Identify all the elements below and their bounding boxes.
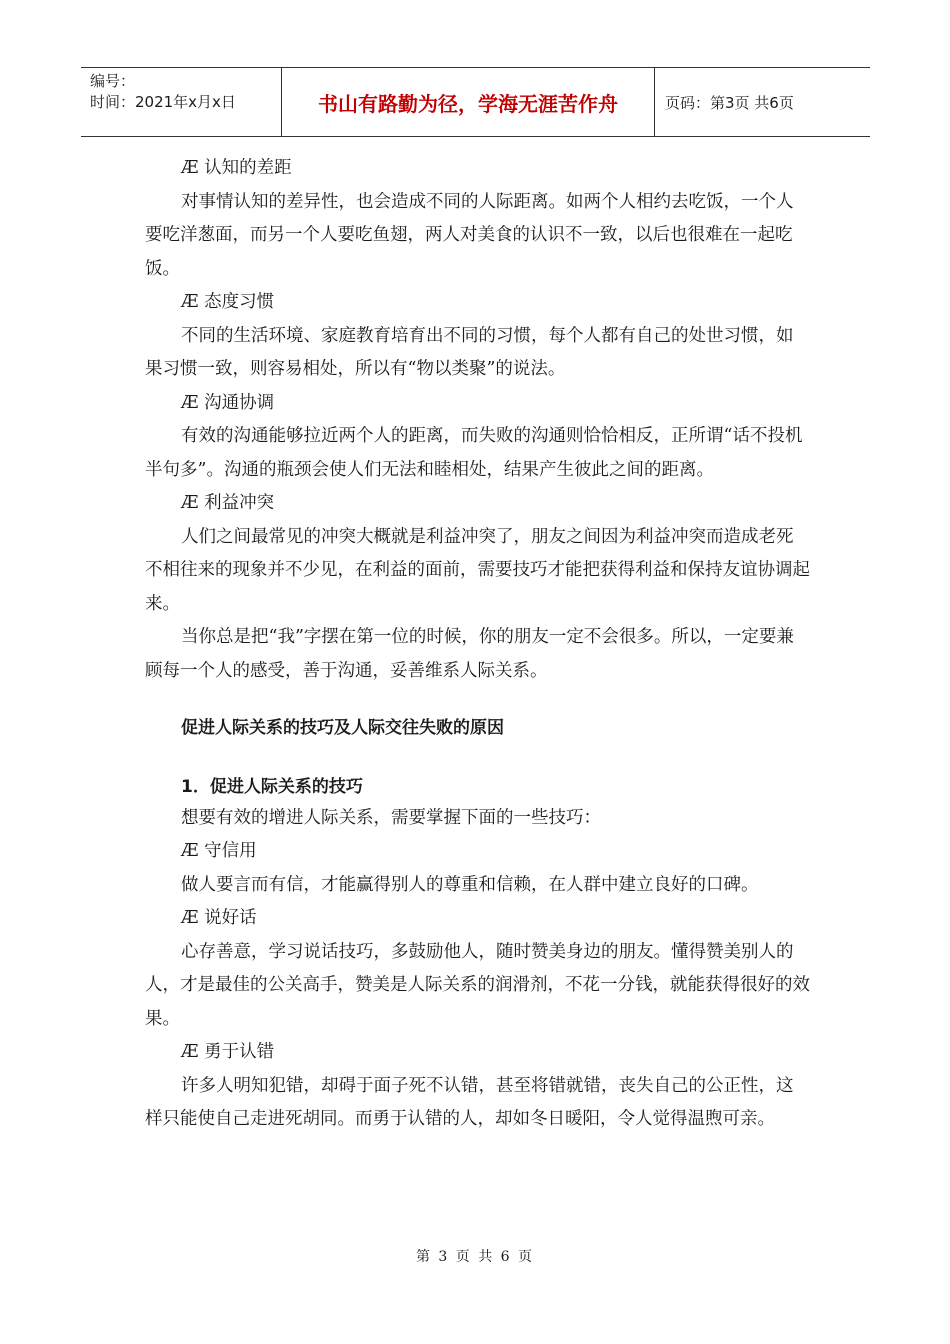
paragraph: 心存善意，学习说话技巧，多鼓励他人，随时赞美身边的朋友。懂得赞美别人的人，才是最佳的公关高手，赞美是人际关系的润滑剂，不花一分钱，就能获得很好的效果。 (145, 941, 810, 1029)
paragraph: 做人要言而有信，才能赢得别人的尊重和信赖，在人群中建立良好的口碑。 (181, 874, 759, 895)
paragraph: 想要有效的增进人际关系，需要掌握下面的一些技巧： (181, 807, 601, 828)
header-motto: 书山有路勤为径，学海无涯苦作舟 (282, 68, 655, 136)
bullet-item: Æ 沟通协调 (181, 392, 275, 413)
paragraph: 不同的生活环境、家庭教育培育出不同的习惯，每个人都有自己的处世习惯，如果习惯一致，则容易相处，所以有“物以类聚”的说法。 (145, 325, 794, 379)
header-number-label: 编号： (90, 72, 136, 90)
header-date: 时间：2021年x月x日 (90, 93, 236, 111)
bullet-item: Æ 勇于认错 (181, 1042, 275, 1062)
page-footer: 第 3 页 共 6 页 (415, 1249, 535, 1265)
page-header (81, 67, 870, 137)
paragraph: 许多人明知犯错，却碍于面子死不认错，甚至将错就错，丧失自己的公正性，这样只能使自己走进死胡同。而勇于认错的人，却如冬日暖阳，令人觉得温煦可亲。 (145, 1075, 794, 1129)
subsection-heading: 1．促进人际关系的技巧 (181, 776, 363, 797)
paragraph: 有效的沟通能够拉近两个人的距离，而失败的沟通则恰恰相反，正所谓“话不投机半句多”。沟通的瓶颈会使人们无法和睦相处，结果产生彼此之间的距离。 (145, 426, 803, 480)
paragraph: 对事情认知的差异性，也会造成不同的人际距离。如两个人相约去吃饭，一个人要吃洋葱面，而另一个人要吃鱼翅，两人对美食的认识不一致，以后也很难在一起吃饭。 (145, 191, 794, 279)
document-body (145, 152, 810, 1137)
bullet-item: Æ 态度习惯 (181, 292, 275, 312)
bullet-item: Æ 说好话 (181, 908, 257, 928)
section-heading: 促进人际关系的技巧及人际交往失败的原因 (181, 718, 504, 738)
header-page-info: 页码：第3页 共6页 (665, 93, 794, 112)
bullet-item: Æ 利益冲突 (181, 493, 275, 513)
paragraph: 人们之间最常见的冲突大概就是利益冲突了，朋友之间因为利益冲突而造成老死不相往来的现象并不少见，在利益的面前，需要技巧才能把获得利益和保持友谊协调起来。 (145, 526, 810, 614)
bullet-item: Æ 守信用 (181, 841, 257, 861)
paragraph: 当你总是把“我”字摆在第一位的时候，你的朋友一定不会很多。所以，一定要兼顾每一个人的感受，善于沟通，妥善维系人际关系。 (145, 627, 794, 681)
bullet-item: Æ 认知的差距 (181, 158, 292, 178)
header-meta (81, 68, 282, 136)
